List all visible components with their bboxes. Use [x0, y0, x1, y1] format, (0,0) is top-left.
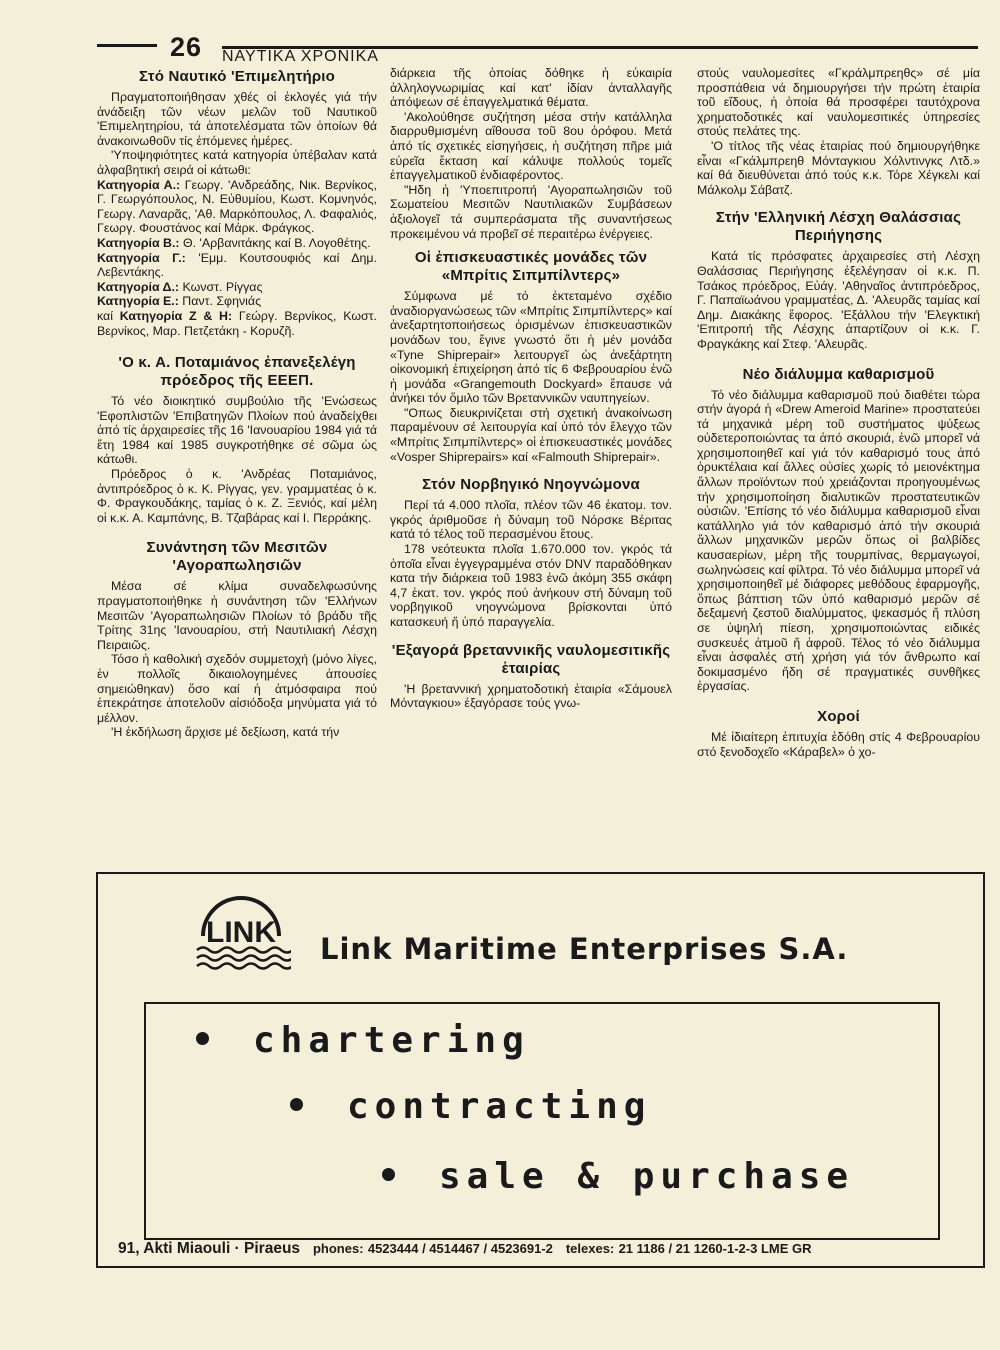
column-3 — [697, 66, 980, 759]
category-names: Παντ. Σφηνιάς — [182, 294, 262, 309]
article-paragraph: 'Η ἐκδήλωση ἄρχισε μέ δεξίωση, κατά τήν — [111, 725, 340, 740]
article-paragraph: στούς ναυλομεσίτες «Γκράλμπρεηθς» σέ μία προσπάθεια νά δημιουργήσει τήν πρώτη ἑταιρία τοῦ εἴδους, ἡ ὁποία θά προσφέρει ταυτόχρονα χρηματοδοτικές καί ναυλομεσιτικές ὑπηρεσίες στούς πελάτες της. — [697, 66, 980, 139]
contact-line — [118, 1240, 812, 1258]
article-paragraph: Πραγματοποιήθησαν χθές οἱ ἐκλογές γιά τήν ἀνάδειξη τῶν νέων μελῶν τοῦ Ναυτικοῦ 'Επιμελητηρίου, τά ἀποτελέσματα τῶν ὁποίων θά ἀνακοινωθοῦν τίς ἑπόμενες ἡμέρες. — [97, 90, 377, 148]
category-names: Θ. 'Αρβανιτάκης καί Β. Λογοθέτης. — [182, 235, 371, 250]
bullet-icon — [196, 1032, 209, 1045]
service-item — [290, 1086, 651, 1127]
services-box — [144, 1002, 940, 1240]
category-line — [97, 294, 377, 309]
category-label: Κατηγορία Δ.: — [97, 279, 180, 294]
category-label: Κατηγορία Γ.: — [97, 250, 186, 265]
telexes-label: telexes: — [565, 1241, 615, 1256]
article-paragraph: Τό νέο διάλυμμα καθαρισμοῦ πού διαθέτει τώρα στήν ἀγορά ἡ «Drew Ameroid Marine» προστατεύει τά μηχανικά μέρη τοῦ συστήματος ψύξεως οὐδετεροποιώντας τα ἀπό σκουριά, ἐνῶ μπορεῖ νά χρησιμοποιηθεῖ καί γιά τόν καθαρισμό τους ἀπό ὀρυκτέλαια καί ἄλλες οὐσίες χωρίς τό μειονέκτημα ἄλλων προϊόντων πού χρειάζονται προηγουμένως τήν χρησιμοποίηση διαλυτικῶν προστατευτικῶν οὐσιῶν. 'Επίσης τό νέο διάλυμμα καθαρισμοῦ εἶναι κατάλληλο γιά τόν καθαρισμό ἀπό τήν σκουριά ἄλλων μηχανικῶν μερῶν ὅπως οἱ βαλβίδες καυσαερίων, μέρη τῆς τουρμπίνας, θερμαγωγοί, σωληνώσεις καί φίλτρα. Τό νέο διάλυμμα μπορεῖ νά χρησιμοποιηθεῖ μέ διάφορες μεθόδους ἐφαρμογῆς, ὅπως βάπτιση τῶν ὑπό καθαρισμό μερῶν σέ δεξαμενή ζεστοῦ διαλύμματος, ψεκασμός ἤ πλύση σε ὑψηλή πίεση, χρησιμοποιώντας ειδικές συσκευές ἀτμοῦ ἤ ἀφροῦ. Τέλος τό νέο διάλυμμα εἶναι ἀσφαλές στή χρήση γιά τόν ἄνθρωπο καί δοκιμασμένο ἤδη σέ πραγματικές συνθῆκες ἐργασίας. — [697, 387, 980, 694]
article-paragraph: Μέ ἰδιαίτερη ἐπιτυχία ἐδόθη στίς 4 Φεβρουαρίου στό ξενοδοχεῖο «Κάραβελ» ὁ χο- — [697, 729, 980, 759]
article-title: Νέο διάλυμμα καθαρισμοῦ — [742, 365, 935, 383]
category-prefix: καί — [97, 308, 113, 323]
category-names: Γεωργ. 'Ανδρεάδης, Νικ. Βερνίκος, Γ. Γεωργόπουλος, Ν. Εὐθυμίου, Κωστ. Κομνηνός, Γεωργ. Λαναρᾶς, 'Αθ. Μαρκόπουλος, Λ. Φαφαλιός, Γεωργ. Φουστάνος καί Μάρκ. Φράγκος. — [97, 177, 377, 236]
address: 91, Akti Miaouli · Piraeus — [118, 1240, 301, 1257]
article-paragraph: 178 νεότευκτα πλοῖα 1.670.000 τον. γκρός τά ὁποῖα εἶναι ἐγγεγραμμένα στόν DNV παραδόθηκαν κατα τήν διάρκεια τοῦ 1983 ἐνῶ ἀκόμη 355 σκάφη 4,7 ἑκατ. τον. γκρός πού ἀνήκουν στή δύναμη τοῦ νορβηγικοῦ νηογνώμονα βρίσκονται ὑπό κατασκευή ἤ ὑπό παραγγελία. — [390, 542, 672, 629]
category-line — [97, 251, 377, 280]
company-name: Link Maritime Enterprises S.A. — [320, 932, 849, 966]
service-label: chartering — [253, 1020, 530, 1061]
bullet-icon — [290, 1098, 303, 1111]
service-label: contracting — [347, 1086, 652, 1127]
article-paragraph: "Οπως διευκρινίζεται στή σχετική ἀνακοίνωση παραμένουν σέ λειτουργία καί ὑπό τόν ἔλεγχο τῶν «Μπρίτις Σιπμπίλντερς» οἱ ἐπισκευαστικές μονάδες «Vosper Shiprepairs» καί «Falmouth Shiprepair». — [390, 405, 672, 464]
phones: 4523444 / 4514467 / 4523691-2 — [367, 1241, 553, 1256]
telexes: 21 1186 / 21 1260-1-2-3 LME GR — [618, 1241, 812, 1256]
service-item — [382, 1156, 854, 1197]
article-paragraph: "Ηδη ἡ 'Υποεπιτροπή 'Αγοραπωλησιῶν τοῦ Σωματείου Μεσιτῶν Ναυτιλιακῶν Συμβάσεων ἀξιολογεῖ τά συμπεράσματα τῆς συναντήσεως προκειμένου νά προβεῖ σέ περαιτέρω ἐνέργειες. — [390, 182, 672, 241]
article-paragraph: 'Η βρεταννική χρηματοδοτική ἑταιρία «Σάμουελ Μόνταγκιου» ἐξαγόρασε τούς γνω- — [390, 681, 672, 711]
category-names: Κωνστ. Ρίγγας — [182, 279, 263, 294]
category-line — [97, 309, 377, 338]
header-rule-left — [97, 44, 157, 47]
column-2 — [390, 66, 672, 711]
article-title: Χοροί — [817, 707, 860, 725]
article-paragraph: Μέσα σέ κλίμα συναδελφωσύνης πραγματοποιήθηκε ἡ συνάντηση τῶν 'Ελλήνων Μεσιτῶν 'Αγοραπωλησιῶν Πλοίων τό βράδυ τῆς Τρίτης 31ης 'Ιανουαρίου, στή Ναυτιλιακή Λέσχη Πειραιῶς. — [97, 579, 377, 652]
article-title: Στό Ναυτικό 'Επιμελητήριο — [138, 68, 336, 85]
advertisement — [96, 872, 985, 1268]
article-paragraph: 'Ο τίτλος τῆς νέας ἑταιρίας πού δημιουργήθηκε εἶναι «Γκάλμπρεηθ Μόνταγκιου Χόλντινγκς Λτδ.» καί θά διευθύνεται ἀπό τούς κ.κ. Τόρε Χέγκελι καί Μάλκολμ Σάβατζ. — [697, 138, 980, 197]
article-title: 'Εξαγορά βρεταννικῆς ναυλομεσιτικῆς ἑταιρίας — [391, 641, 671, 677]
category-label: Κατηγορία Ζ & Η: — [119, 308, 233, 323]
service-label: sale & purchase — [439, 1156, 855, 1197]
article-paragraph: 'Υποψηφιότητες κατά κατηγορία ὑπέβαλαν κατά ἀλφαβητική σειρά οἱ κάτωθι: — [97, 148, 377, 177]
column-1 — [97, 66, 377, 740]
category-line — [97, 178, 377, 236]
link-logo-icon — [191, 894, 291, 972]
article-title: 'Ο κ. Α. Ποταμιάνος ἐπανεξελέγη πρόεδρος τῆς ΕΕΕΠ. — [118, 354, 356, 390]
article-title: Οἱ ἐπισκευαστικές μονάδες τῶν «Μπρίτις Σιπμπίλντερς» — [414, 249, 648, 285]
article-paragraph: διάρκεια τῆς ὁποίας δόθηκε ἡ εὐκαιρία ἀλληλογνωριμίας καί κατ' ἰδίαν ἀνταλλαγῆς ἀπόψεων σέ ἐπαγγελματικά θέματα. — [390, 66, 672, 110]
article-title: Στόν Νορβηγικό Νηογνώμονα — [422, 476, 640, 494]
article-title: Στήν 'Ελληνική Λέσχη Θαλάσσιας Περιήγησης — [715, 209, 962, 245]
article-paragraph: Τό νέο διοικητικό συμβούλιο τῆς 'Ενώσεως 'Εφοπλιστῶν 'Επιβατηγῶν Πλοίων πού ἀναδείχθει ἀπό τίς ἀρχαιρεσίες τῆς 16 'Ιανουαρίου 1984 γιά τά ἔτη 1984 καί 1985 συγκροτήθηκε σέ σῶμα ὡς κάτωθι. — [97, 394, 377, 467]
article-paragraph: Κατά τίς πρόσφατες ἀρχαιρεσίες στή Λέσχη Θαλάσσιας Περιήγησης ἐξελέγησαν οἱ κ.κ. Π. Τσάκος πρόεδρος, Εὐάγ. 'Αθηναῖος ἀντιπρόεδρος, Γ. Παπαϊωάνου γραμματέας, Δ. 'Αλευρᾶς ταμίας καί Δημ. Διακάκης ἔφορος. 'Εξάλλου τήν 'Ελεγκτική 'Επιτροπή τῆς Λέσχης ἀπαρτίζουν οἱ κ.κ. Γ. Φραγκάκης καί Στεφ. 'Αλευρᾶς. — [697, 249, 980, 351]
category-label: Κατηγορία Β.: — [97, 235, 180, 250]
article-paragraph: Περί τά 4.000 πλοῖα, πλέον τῶν 46 ἑκατομ. τον. γκρός ἀριθμοῦσε ἡ δύναμη τοῦ Νόρσκε Βέριτας κατά τό τέλος τοῦ περασμένου ἔτους. — [390, 498, 672, 542]
bullet-icon — [382, 1168, 395, 1181]
article-paragraph: Τόσο ἡ καθολική σχεδόν συμμετοχή (μόνο λίγες, ἐν πολλοῖς δικαιολογημένες ἀπουσίες σημειώθηκαν) ὅσο καί ἡ ἀτμόσφαιρα πού ἐπεκράτησε ἀποτελοῦν αἰσιόδοξα μηνύματα γιά τό μέλλον. — [97, 652, 377, 725]
service-item — [196, 1020, 530, 1061]
article-title: Συνάντηση τῶν Μεσιτῶν 'Αγοραπωλησιῶν — [146, 539, 328, 575]
category-label: Κατηγορία Ε.: — [97, 294, 179, 309]
phones-label: phones: — [312, 1241, 364, 1256]
svg-text:LINK: LINK — [206, 916, 276, 949]
category-line — [97, 236, 377, 251]
article-paragraph: Πρόεδρος ὁ κ. 'Ανδρέας Ποταμιάνος, ἀντιπρόεδρος ὁ κ. Κ. Ρίγγας, γεν. γραμματέας ὁ κ. Φ. Φραγκουδάκης, ταμίας ὁ κ. Ζ. Ξενιός, καί μέλη οἱ κ.κ. Α. Καμπάνης, Β. Τζαβάρας καί Ι. Περράκης. — [97, 467, 377, 525]
publication-title: ΝΑΥΤΙΚΑ ΧΡΟΝΙΚΑ — [222, 48, 379, 65]
article-paragraph: 'Ακολούθησε συζήτηση μέσα στήν κατάλληλα διαρρυθμισμένη αἴθουσα τοῦ 8ου ὀρόφου. Μετά ἀπό τίς σχετικές εἰσηγήσεις, ἡ συζήτηση πῆρε μιά εὐρεῖα ἔκταση καί κάλυψε πολλούς τομεῖς ἐπαγγελματικοῦ ἐνδιαφέροντος. — [390, 109, 672, 183]
category-names: 'Εμμ. Κουτσουφιός καί Δημ. Λεβεντάκης. — [97, 250, 377, 280]
page-number: 26 — [170, 32, 203, 62]
category-label: Κατηγορία Α.: — [97, 177, 181, 192]
article-paragraph: Σύμφωνα μέ τό ἐκτεταμένο σχέδιο ἀναδιοργανώσεως τῶν «Μπρίτις Σιπμπίλντερς» καί ἀνεξαρτητοποιήσεως ὁρισμένων ἐπισκευαστικῶν μονάδων του, ἔγινε γνωστό ὅτι ἡ μέν μονάδα «Tyne Shiprepair» λειτουργεῖ ὡς ἀνεξάρτητη οἰκονομική ἐπιχείρηση ἀπό τίς 6 Φεβρουαρίου ἐνῶ ἡ μονάδα «Grangemouth Dockyard» ἔπαυσε νά ἀνήκει τόν ὅμιλο τῶν Βρεταννικῶν ναυπηγείων. — [390, 289, 672, 406]
category-names: Γεώργ. Βερνίκος, Κωστ. Βερνίκος, Μαρ. Πετζετάκη - Κορυζῆ. — [97, 308, 377, 338]
category-line — [97, 280, 377, 295]
